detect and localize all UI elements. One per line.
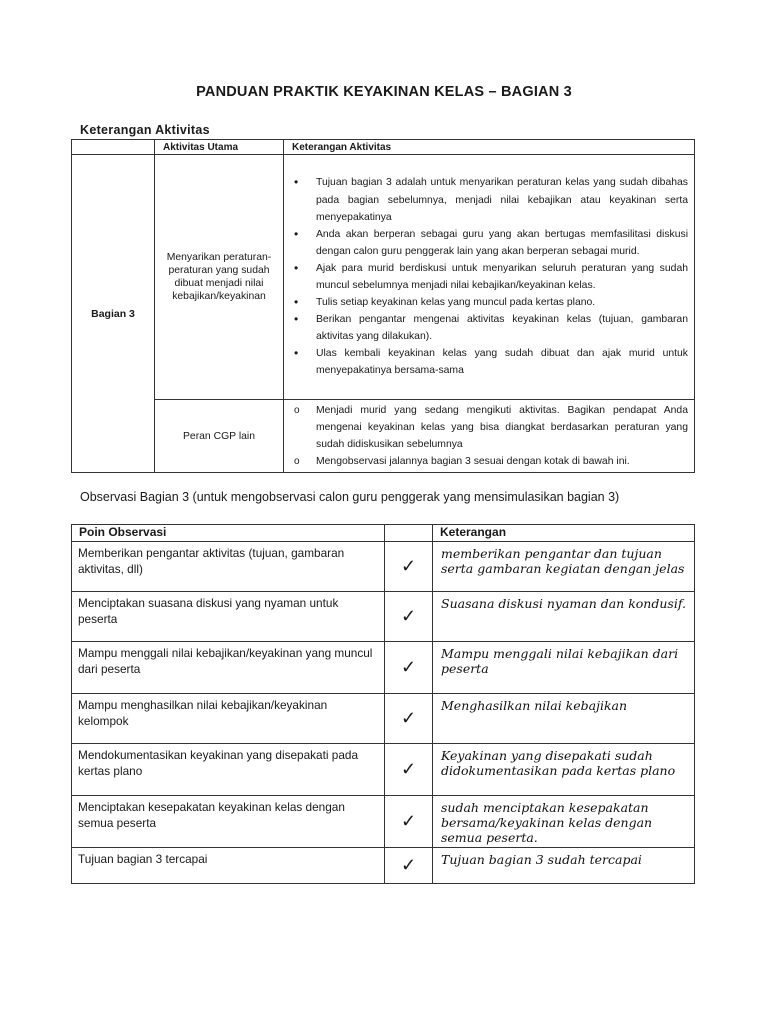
page-title: PANDUAN PRAKTIK KEYAKINAN KELAS – BAGIAN 3 (196, 84, 572, 100)
activity-bullets-cell (284, 155, 695, 400)
activity-row-main (72, 155, 695, 400)
handwritten-note: sudah menciptakan kesepakatan bersama/keyakinan kelas dengan semua peserta. (433, 796, 695, 848)
handwritten-note: Suasana diskusi nyaman dan kondusif. (433, 592, 695, 642)
observation-row (72, 694, 695, 744)
header-blank (72, 140, 155, 155)
check-mark: ✓ (385, 848, 433, 884)
role-item: o Menjadi murid yang sedang mengikuti aktivitas. Bagikan pendapat Anda mengenai keyakinan kelas yang bisa diangkat berdasarkan peraturan yang sudah didiskusikan sebelumnya (292, 402, 688, 453)
header-poin-observasi: Poin Observasi (72, 525, 385, 542)
observation-row (72, 796, 695, 848)
section-observation-label: Observasi Bagian 3 (untuk mengobservasi calon guru penggerak yang mensimulasikan bagian 3) (80, 490, 620, 504)
check-mark: ✓ (385, 592, 433, 642)
handwritten-note: Mampu menggali nilai kebajikan dari peserta (433, 642, 695, 694)
bullet-item: • Anda akan berperan sebagai guru yang akan bertugas memfasilitasi diskusi dengan calon guru penggerak lain yang akan berperan sebagai murid. (292, 226, 688, 260)
activity-bullet-list (292, 174, 688, 379)
bullet-item: • Tulis setiap keyakinan kelas yang muncul pada kertas plano. (292, 294, 688, 311)
header-keterangan: Keterangan (433, 525, 695, 542)
main-activity-text: Menyarikan peraturan-peraturan yang sudah dibuat menjadi nilai kebajikan/keyakinan (155, 155, 284, 400)
role-item: o Mengobservasi jalannya bagian 3 sesuai dengan kotak di bawah ini. (292, 453, 688, 470)
header-activity-description: Keterangan Aktivitas (284, 140, 695, 155)
role-item-list (292, 402, 688, 470)
header-main-activity: Aktivitas Utama (155, 140, 284, 155)
observation-point: Mendokumentasikan keyakinan yang disepakati pada kertas plano (72, 744, 385, 796)
observation-row (72, 542, 695, 592)
observation-point: Mampu menggali nilai kebajikan/keyakinan yang muncul dari peserta (72, 642, 385, 694)
row-label-bagian: Bagian 3 (72, 155, 155, 473)
observation-row (72, 744, 695, 796)
bullet-item: • Ajak para murid berdiskusi untuk menyarikan seluruh peraturan yang sudah muncul sebelumnya menjadi nilai kebajikan/keyakinan kelas. (292, 260, 688, 294)
activity-table (71, 139, 695, 473)
check-mark: ✓ (385, 542, 433, 592)
check-mark: ✓ (385, 694, 433, 744)
observation-row (72, 642, 695, 694)
bullet-item: • Berikan pengantar mengenai aktivitas keyakinan kelas (tujuan, gambaran aktivitas yang dilakukan). (292, 311, 688, 345)
role-label: Peran CGP lain (155, 400, 284, 473)
bullet-item: • Ulas kembali keyakinan kelas yang sudah dibuat dan ajak murid untuk menyepakatinya bersama-sama (292, 345, 688, 379)
handwritten-note: Tujuan bagian 3 sudah tercapai (433, 848, 695, 884)
activity-table-header (72, 140, 695, 155)
observation-point: Menciptakan suasana diskusi yang nyaman untuk peserta (72, 592, 385, 642)
observation-table (71, 524, 695, 884)
check-mark: ✓ (385, 796, 433, 848)
observation-point: Menciptakan kesepakatan keyakinan kelas dengan semua peserta (72, 796, 385, 848)
check-mark: ✓ (385, 642, 433, 694)
handwritten-note: memberikan pengantar dan tujuan serta gambaran kegiatan dengan jelas (433, 542, 695, 592)
handwritten-note: Menghasilkan nilai kebajikan (433, 694, 695, 744)
section-activity-label: Keterangan Aktivitas (80, 123, 210, 137)
observation-point: Tujuan bagian 3 tercapai (72, 848, 385, 884)
role-items-cell (284, 400, 695, 473)
check-mark: ✓ (385, 744, 433, 796)
observation-point: Memberikan pengantar aktivitas (tujuan, gambaran aktivitas, dll) (72, 542, 385, 592)
activity-row-role (72, 400, 695, 473)
bullet-item: • Tujuan bagian 3 adalah untuk menyarikan peraturan kelas yang sudah dibahas pada bagian sebelumnya, menjadi nilai kebajikan atau keyakinan serta menyepakatinya (292, 174, 688, 225)
observation-point: Mampu menghasilkan nilai kebajikan/keyakinan kelompok (72, 694, 385, 744)
observation-row (72, 592, 695, 642)
header-check (385, 525, 433, 542)
observation-row (72, 848, 695, 884)
handwritten-note: Keyakinan yang disepakati sudah didokumentasikan pada kertas plano (433, 744, 695, 796)
observation-table-header (72, 525, 695, 542)
